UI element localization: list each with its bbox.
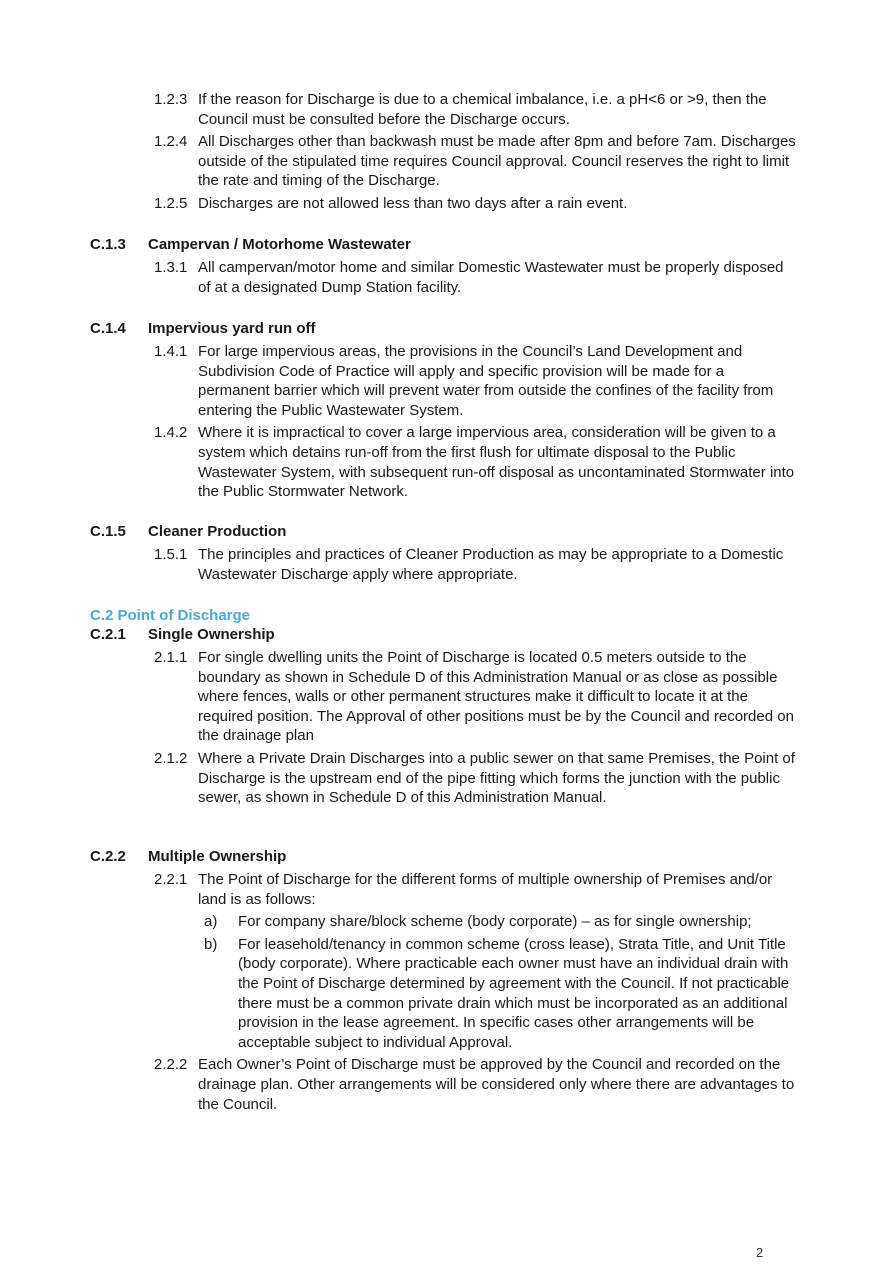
clause-2-1-2 xyxy=(0,749,879,808)
heading-c22 xyxy=(90,847,286,867)
clause-text: Discharges are not allowed less than two days after a rain event. xyxy=(198,194,628,212)
heading-title: Campervan / Motorhome Wastewater xyxy=(148,236,411,253)
clause-1-4-1 xyxy=(0,342,879,420)
clause-number: 2.2.1 xyxy=(154,871,188,888)
subclause-text: For company share/block scheme (body corporate) – as for single ownership; xyxy=(238,913,752,931)
section-c12-continuation xyxy=(0,90,879,217)
clause-number: 1.2.3 xyxy=(154,91,188,108)
clause-number: 1.2.5 xyxy=(154,194,188,212)
clause-text: If the reason for Discharge is due to a chemical imbalance, i.e. a pH<6 or >9, then the Council must be consulted before the Discharge occurs. xyxy=(198,91,767,128)
heading-number: C.1.3 xyxy=(90,236,126,253)
heading-number: C.1.4 xyxy=(90,320,126,337)
clause-number: 2.2.2 xyxy=(154,1056,188,1074)
clause-number: 1.3.1 xyxy=(154,259,188,276)
section-c22 xyxy=(0,870,879,1117)
subclause-text: For leasehold/tenancy in common scheme (cross lease), Strata Title, and Unit Title (body corporate). Where practicable each owner must have an individual drain with the Point of Discharge determined by agreement with the Council. If not practicable there must be a common private drain which must be incorporated as an additional provision in the lease agreement. In specific cases other arrangements will be acceptable subject to individual Approval. xyxy=(238,935,790,1051)
heading-number: C.2.2 xyxy=(90,848,126,865)
section-c14 xyxy=(0,342,879,505)
heading-title: Cleaner Production xyxy=(148,523,287,540)
clause-1-2-4 xyxy=(0,132,879,191)
clause-text: Where a Private Drain Discharges into a public sewer on that same Premises, the Point of Discharge is the upstream end of the pipe fitting which forms the junction with the public sewer, as shown in Schedule D of this Administration Manual. xyxy=(198,749,795,807)
subclause-b xyxy=(0,935,879,1053)
clause-text: The principles and practices of Cleaner Production as may be appropriate to a Domestic Wastewater Discharge apply where appropriate. xyxy=(198,546,784,583)
section-c13 xyxy=(0,258,879,300)
heading-title: Impervious yard run off xyxy=(148,320,316,337)
clause-number: 1.5.1 xyxy=(154,546,188,563)
section-title-c2: C.2 Point of Discharge xyxy=(90,607,251,624)
heading-number: C.1.5 xyxy=(90,523,126,540)
clause-1-4-2 xyxy=(0,423,879,501)
heading-c13 xyxy=(90,235,411,255)
clause-number: 2.1.1 xyxy=(154,649,188,666)
heading-title: Multiple Ownership xyxy=(148,848,287,865)
heading-c21 xyxy=(90,625,275,645)
clause-text: The Point of Discharge for the different forms of multiple ownership of Premises and/or land is as follows: xyxy=(198,871,773,908)
clause-1-2-3 xyxy=(0,90,879,129)
clause-2-2-1 xyxy=(0,870,879,909)
section-c21 xyxy=(0,648,879,811)
clause-text: Where it is impractical to cover a large impervious area, consideration will be given to a system which detains run-off from the first flush for ultimate disposal to the Public Wastewater System, with subsequent run-off disposal as uncontaminated Stormwater into the Public Stormwater Network. xyxy=(198,424,795,501)
subclause-a xyxy=(0,912,879,932)
subclause-letter: b) xyxy=(204,935,218,953)
heading-title: Single Ownership xyxy=(148,626,275,643)
section-c15 xyxy=(0,545,879,587)
clause-number: 1.4.2 xyxy=(154,424,188,442)
clause-text: All Discharges other than backwash must be made after 8pm and before 7am. Discharges outside of the stipulated time requires Council approval. Council reserves the right to limit the rate and timing of the Discharge. xyxy=(198,133,796,190)
clause-2-2-2 xyxy=(0,1055,879,1114)
clause-1-3-1 xyxy=(0,258,879,297)
clause-number: 1.2.4 xyxy=(154,133,188,151)
clause-2-1-1 xyxy=(0,648,879,746)
clause-text: Each Owner’s Point of Discharge must be approved by the Council and recorded on the drainage plan. Other arrangements will be considered only where there are advantages to the Council. xyxy=(198,1056,795,1113)
clause-text: All campervan/motor home and similar Domestic Wastewater must be properly disposed of at a designated Dump Station facility. xyxy=(198,259,784,296)
heading-c14 xyxy=(90,319,316,339)
clause-number: 1.4.1 xyxy=(154,343,188,360)
page-number: 2 xyxy=(756,1245,764,1260)
heading-c15 xyxy=(90,522,286,542)
clause-1-2-5 xyxy=(0,194,879,214)
heading-number: C.2.1 xyxy=(90,626,126,643)
subclause-letter: a) xyxy=(204,913,218,931)
clause-text: For large impervious areas, the provisions in the Council’s Land Development and Subdivision Code of Practice will apply and specific provision will be made for a permanent barrier which will prevent water from outside the confines of the facility from entering the Public Wastewater System. xyxy=(198,343,774,419)
clause-number: 2.1.2 xyxy=(154,749,188,767)
clause-1-5-1 xyxy=(0,545,879,584)
clause-text: For single dwelling units the Point of Discharge is located 0.5 meters outside to the boundary as shown in Schedule D of this Administration Manual or as close as possible where fences, walls or other permanent structures make it difficult to locate it at the required position. The Approval of other positions must be by the Council and recorded on the drainage plan xyxy=(198,649,794,745)
